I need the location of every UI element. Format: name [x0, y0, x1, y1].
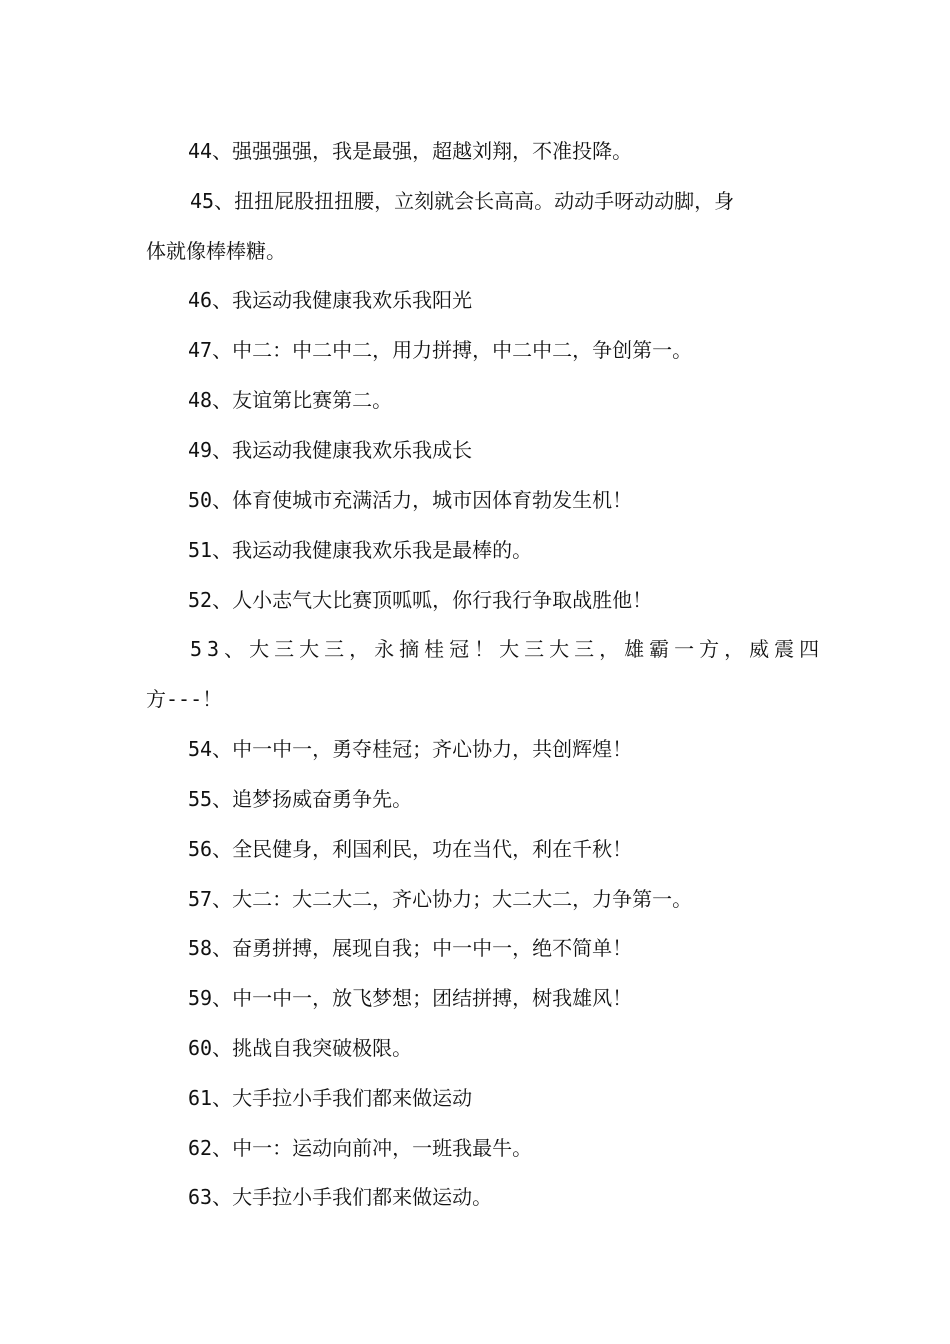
- slogan-55: 55、追梦扬威奋勇争先。: [188, 787, 413, 811]
- slogan-59: 59、中一中一，放飞梦想；团结拼搏，树我雄风！: [188, 986, 633, 1010]
- slogan-50: 50、体育使城市充满活力，城市因体育勃发生机！: [188, 488, 633, 512]
- slogan-52: 52、人小志气大比赛顶呱呱，你行我行争取战胜他！: [188, 588, 653, 612]
- slogan-57: 57、大二：大二大二，齐心协力；大二大二，力争第一。: [188, 887, 693, 911]
- slogan-45: 45、扭扭屁股扭扭腰，立刻就会长高高。动动手呀动动脚，身: [190, 189, 735, 213]
- slogan-54: 54、中一中一，勇夺桂冠；齐心协力，共创辉煌！: [188, 737, 633, 761]
- slogan-53: 53、大三大三，永摘桂冠！大三大三，雄霸一方，威震四: [190, 637, 825, 661]
- slogan-44: 44、强强强强，我是最强，超越刘翔，不准投降。: [188, 139, 633, 163]
- slogan-47: 47、中二：中二中二，用力拼搏，中二中二，争创第一。: [188, 338, 693, 362]
- slogan-46: 46、我运动我健康我欢乐我阳光: [188, 288, 473, 312]
- slogan-48: 48、友谊第比赛第二。: [188, 388, 393, 412]
- slogan-58: 58、奋勇拼搏，展现自我；中一中一，绝不简单！: [188, 936, 633, 960]
- slogan-62: 62、中一：运动向前冲，一班我最牛。: [188, 1136, 533, 1160]
- slogan-60: 60、挑战自我突破极限。: [188, 1036, 413, 1060]
- slogan-56: 56、全民健身，利国利民，功在当代，利在千秋！: [188, 837, 633, 861]
- slogan-51: 51、我运动我健康我欢乐我是最棒的。: [188, 538, 533, 562]
- slogan-61: 61、大手拉小手我们都来做运动: [188, 1086, 473, 1110]
- slogan-49: 49、我运动我健康我欢乐我成长: [188, 438, 473, 462]
- slogan-63: 63、大手拉小手我们都来做运动。: [188, 1185, 493, 1209]
- slogan-53-continued: 方---！: [146, 687, 223, 711]
- slogan-45-continued: 体就像棒棒糖。: [146, 239, 286, 263]
